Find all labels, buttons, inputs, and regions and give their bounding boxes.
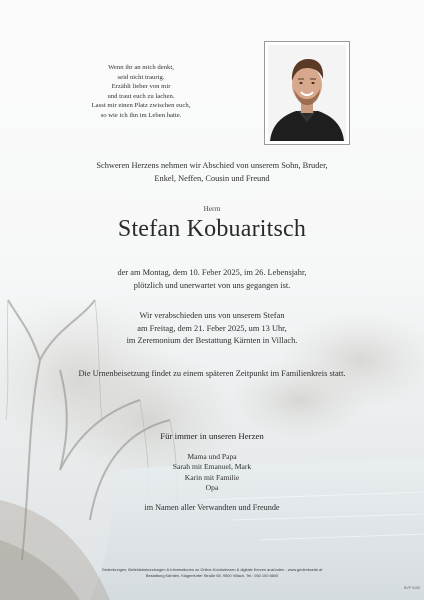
portrait-image (268, 45, 346, 141)
farewell-notice (20, 310, 404, 348)
footer (60, 567, 364, 578)
farewell-line: im Zeremonium der Bestattung Kärnten in Villach. (126, 336, 298, 346)
footer-line: Gedenkungen, Beileidsbekundungen & Informationen zu Online-Kondolenzen & digitale Kerzen anzünden - www.gedenkseite.at (101, 567, 323, 572)
farewell-line: am Freitag, dem 21. Feber 2025, um 13 Uhr, (137, 323, 287, 333)
deceased-name: Stefan Kobuaritsch (117, 216, 307, 242)
salutation: Herrn (203, 205, 221, 213)
poem-line: Erzählt lieber von mir (111, 83, 171, 91)
poem-line: Wenn ihr an mich denkt, (108, 64, 174, 71)
poem-line: Lasst mir einen Platz zwischen euch, (91, 102, 191, 110)
intro-line: Schweren Herzens nehmen wir Abschied von unserem Sohn, Bruder, (96, 161, 328, 170)
death-notice (20, 267, 404, 292)
mourner-line: Sarah mit Emanuel, Mark (172, 462, 252, 472)
death-notice-line: plötzlich und unerwartet von uns gegangen ist. (133, 280, 291, 290)
intro-text (20, 160, 404, 185)
intro-line: Enkel, Neffen, Cousin und Freund (154, 173, 270, 183)
poem (38, 63, 244, 121)
farewell-line: Wir verabschieden uns von unserem Stefan (139, 311, 285, 320)
portrait-photo (264, 41, 350, 145)
mourners-heading: Für immer in unseren Herzen (160, 431, 264, 441)
footer-line: Bestattung Kärnten, Klagenfurter Straße 65, 9500 Villach, Tel.: 050 100 6600 (145, 572, 279, 578)
document-code: BVP 9150 (403, 586, 420, 590)
mourner-line: Mama und Papa (187, 452, 237, 461)
mourner-line: Karin mit Familie (184, 472, 240, 482)
mourners-list (0, 452, 424, 493)
poem-line: und traut euch zu lachen. (107, 92, 175, 100)
mourner-line: Opa (205, 482, 219, 492)
urn-notice: Die Urnenbeisetzung findet zu einem späteren Zeitpunkt im Familienkreis statt. (78, 369, 346, 378)
mourners-closing: im Namen aller Verwandten und Freunde (144, 503, 280, 512)
death-notice-line: der am Montag, dem 10. Feber 2025, im 26. Lebensjahr, (117, 268, 307, 277)
poem-line: seid nicht traurig. (117, 73, 165, 81)
poem-line: so wie ich ihn im Leben hatte. (100, 111, 182, 119)
